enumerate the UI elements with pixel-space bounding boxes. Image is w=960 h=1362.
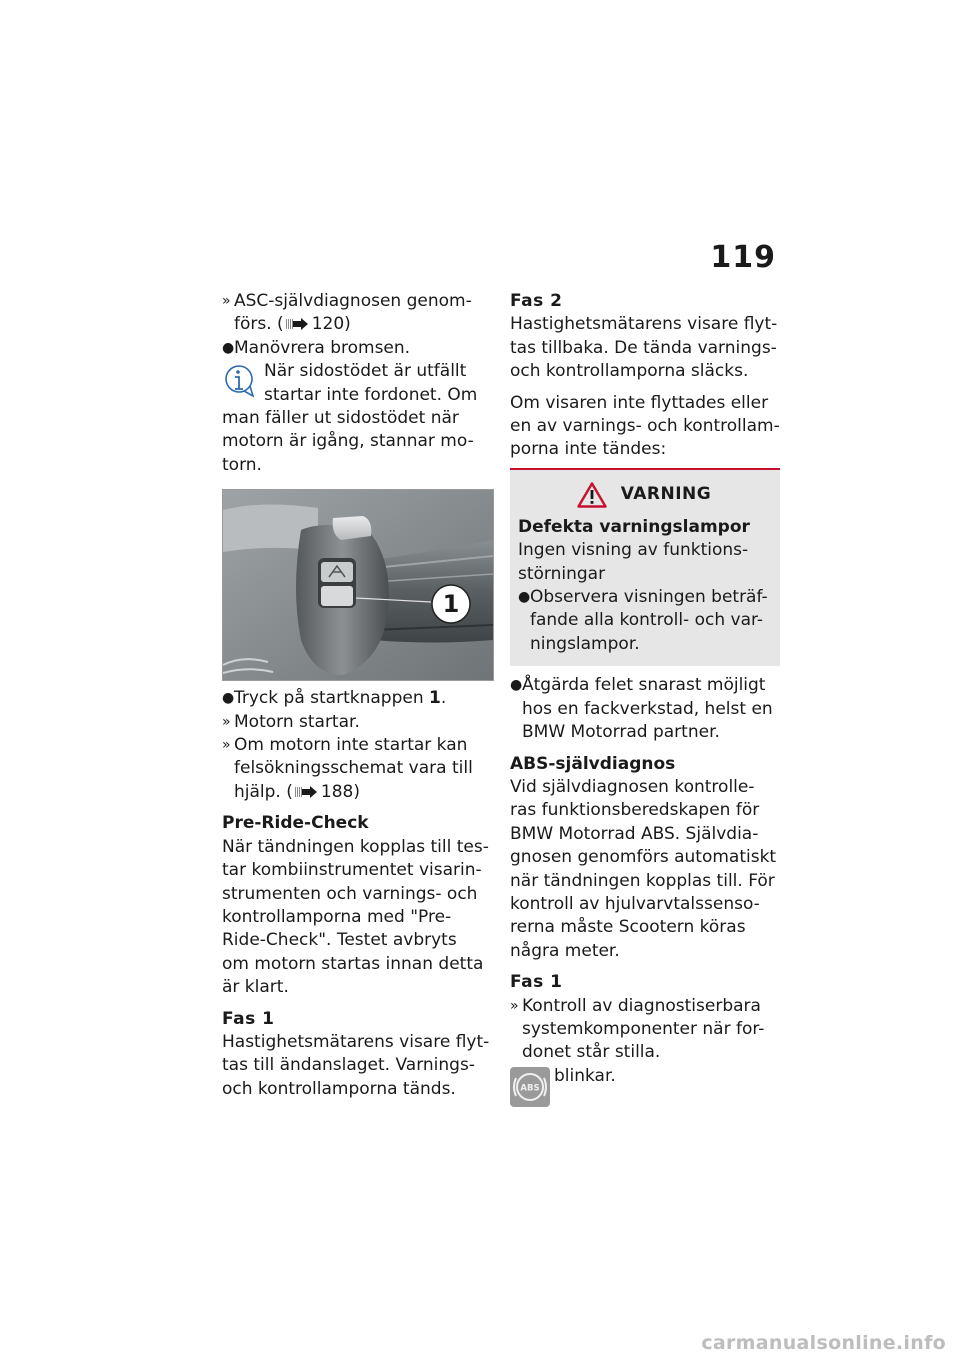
bullet-icon: ● bbox=[222, 690, 235, 707]
abs-warning-light-icon bbox=[510, 1067, 550, 1107]
right-column bbox=[510, 290, 780, 1094]
phase1-heading: Fas 1 bbox=[222, 1008, 275, 1029]
left-column bbox=[222, 290, 494, 1101]
result-asc: » ASC-självdiagnosen genom- förs. ( 120) bbox=[222, 291, 472, 335]
warning-box: VARNING Defekta varningslampor Ingen visning av funktions- störningar ● Observera visningen beträf- fande alla kontroll- och var- ningslampor. bbox=[510, 468, 780, 666]
result-troubleshoot: » Om motorn inte startar kan felsökningsschemat vara till hjälp. ( 188) bbox=[222, 735, 473, 802]
abs-selfdiag-text: Vid självdiagnosen kontrolle- ras funktionsberedskapen för BMW Motorrad ABS. Självdia- gnosen genomförs automatiskt när tändningen kopplas till. För kontroll av hjulvarvtalssenso- rerna måste Scootern köras några meter. bbox=[510, 776, 777, 961]
figure-callout-label: 1 bbox=[442, 590, 460, 619]
bullet-icon: ● bbox=[518, 589, 531, 606]
abs-icon-label: ABS bbox=[520, 1083, 540, 1094]
start-button-figure bbox=[222, 489, 494, 681]
bullet-fix-fault: ● Åtgärda felet snarast möjligt hos en fackverkstad, helst en BMW Motorrad partner. bbox=[510, 675, 773, 743]
phase2-text: Hastighetsmätarens visare flyt- tas tillbaka. De tända varnings- och kontrollamporna släcks. bbox=[510, 314, 778, 382]
watermark: carmanualsonline.info bbox=[701, 1332, 946, 1354]
page-ref-arrow-icon bbox=[286, 318, 308, 330]
result-marker-icon: » bbox=[222, 713, 231, 730]
abs-blink-text: blinkar. bbox=[554, 1065, 616, 1086]
info-icon bbox=[224, 364, 254, 398]
pre-ride-check-text: När tändningen kopplas till tes- tar kombiinstrumentet visarin- strumenten och varnings- och kontrollamporna med "Pre- Ride-Check". Testet avbryts om motorn startas innan detta är klart. bbox=[222, 836, 489, 998]
warning-label: VARNING bbox=[620, 484, 712, 505]
result-marker-icon: » bbox=[222, 293, 231, 309]
warning-triangle-icon bbox=[577, 482, 607, 508]
page-ref-120[interactable]: 120) bbox=[311, 314, 351, 335]
page-ref-arrow-icon bbox=[295, 786, 317, 798]
handlebar-switch-illustration bbox=[223, 490, 493, 680]
warning-title: Defekta varningslampor bbox=[518, 516, 750, 537]
pre-ride-check-heading: Pre-Ride-Check bbox=[222, 813, 369, 834]
fail-condition-text: Om visaren inte flyttades eller en av varnings- och kontrollam- porna inte tändes: bbox=[510, 392, 780, 460]
result-marker-icon: » bbox=[222, 737, 231, 754]
bullet-start-button: ● Tryck på startknappen 1. bbox=[222, 687, 494, 710]
result-engine-starts: » Motorn startar. bbox=[222, 711, 494, 734]
info-note: När sidostödet är utfällt startar inte fordonet. Om man fäller ut sidostödet när motorn är igång, stannar mo- torn. bbox=[222, 361, 478, 475]
bullet-brake: ● Manövrera bromsen. bbox=[222, 337, 494, 360]
warning-bullet: ● Observera visningen beträf- fande alla kontroll- och var- ningslampor. bbox=[518, 587, 768, 654]
bullet-icon: ● bbox=[222, 339, 235, 356]
phase1-text: Hastighetsmätarens visare flyt- tas till ändanslaget. Varnings- och kontrollamporna tänds. bbox=[222, 1031, 490, 1099]
abs-indicator-note bbox=[510, 1065, 780, 1094]
phase2-heading: Fas 2 bbox=[510, 291, 563, 311]
result-marker-icon: » bbox=[510, 997, 519, 1014]
bullet-icon: ● bbox=[510, 677, 523, 694]
result-abs-check: » Kontroll av diagnostiserbara systemkomponenter när for- donet står stilla. bbox=[510, 995, 765, 1063]
abs-phase1-heading: Fas 1 bbox=[510, 972, 563, 993]
page-ref-188[interactable]: 188) bbox=[320, 781, 360, 802]
abs-selfdiag-heading: ABS-självdiagnos bbox=[510, 753, 676, 774]
page-number: 119 bbox=[710, 240, 776, 275]
